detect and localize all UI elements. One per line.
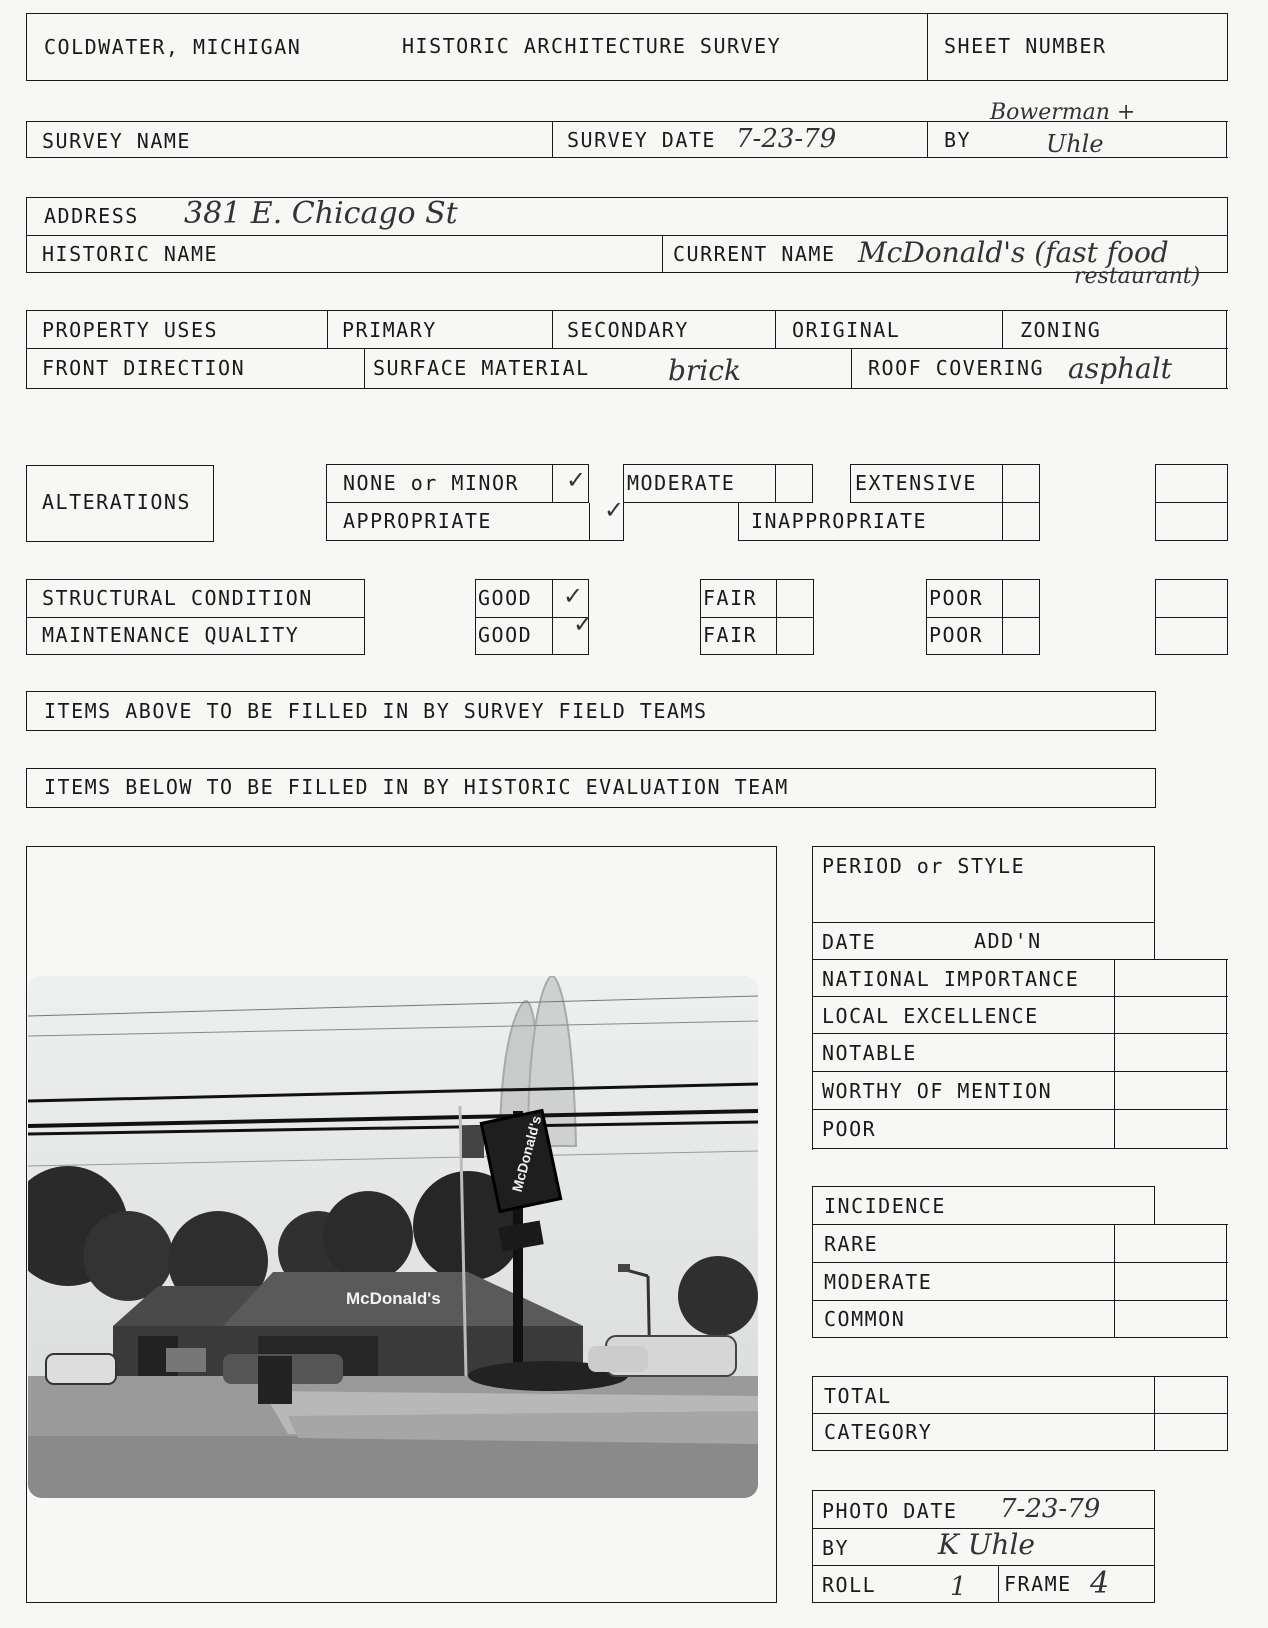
historic-name-label: HISTORIC NAME <box>42 242 219 266</box>
address-value: 381 E. Chicago St <box>184 196 458 231</box>
none-minor-label: NONE or MINOR <box>343 471 520 495</box>
moderate-incidence-label: MODERATE <box>824 1270 933 1294</box>
structural-poor: POOR <box>929 586 984 610</box>
maintenance-poor: POOR <box>929 623 984 647</box>
structural-good-check: ✓ <box>563 582 584 610</box>
date-label: DATE <box>822 930 877 954</box>
notable-label: NOTABLE <box>822 1041 917 1065</box>
survey-by-value-1: Bowerman + <box>990 100 1136 125</box>
none-minor-check: ✓ <box>566 466 587 494</box>
inappropriate-label: INAPPROPRIATE <box>751 509 928 533</box>
roof-covering-value: asphalt <box>1068 352 1172 385</box>
extensive-label: EXTENSIVE <box>855 471 977 495</box>
maintenance-good-check: ✓ <box>573 610 594 638</box>
survey-date-value: 7-23-79 <box>736 124 837 154</box>
maintenance-good: GOOD <box>478 623 533 647</box>
appropriate-label: APPROPRIATE <box>343 509 492 533</box>
survey-title: HISTORIC ARCHITECTURE SURVEY <box>402 34 782 58</box>
survey-name-label: SURVEY NAME <box>42 129 191 153</box>
items-above-note: ITEMS ABOVE TO BE FILLED IN BY SURVEY FIELD TEAMS <box>44 699 708 723</box>
city-label: COLDWATER, MICHIGAN <box>44 35 302 59</box>
period-style-label: PERIOD or STYLE <box>822 854 1026 878</box>
items-below-note: ITEMS BELOW TO BE FILLED IN BY HISTORIC EVALUATION TEAM <box>44 775 789 799</box>
structural-condition-label: STRUCTURAL CONDITION <box>42 586 313 610</box>
primary-label: PRIMARY <box>342 318 437 342</box>
front-direction-label: FRONT DIRECTION <box>42 356 246 380</box>
maintenance-quality-label: MAINTENANCE QUALITY <box>42 623 300 647</box>
current-name-value: McDonald's (fast food <box>858 236 1169 269</box>
photo-date-value: 7-23-79 <box>1000 1494 1101 1524</box>
appropriate-check: ✓ <box>604 496 625 524</box>
moderate-label: MODERATE <box>627 471 736 495</box>
roof-sign-text: McDonald's <box>346 1289 441 1308</box>
survey-by-value-2: Uhle <box>1046 130 1104 158</box>
rare-label: RARE <box>824 1232 879 1256</box>
photo-by-label: BY <box>822 1536 850 1560</box>
structural-fair: FAIR <box>703 586 758 610</box>
roll-label: ROLL <box>822 1573 877 1597</box>
alterations-label: ALTERATIONS <box>42 490 191 514</box>
sheet-number-label: SHEET NUMBER <box>944 34 1107 58</box>
structural-good: GOOD <box>478 586 533 610</box>
local-excellence-label: LOCAL EXCELLENCE <box>822 1004 1039 1028</box>
addn-label: ADD'N <box>974 929 1042 953</box>
incidence-label: INCIDENCE <box>824 1194 946 1218</box>
building-photograph <box>28 976 758 1498</box>
surface-material-label: SURFACE MATERIAL <box>373 356 590 380</box>
property-uses-label: PROPERTY USES <box>42 318 219 342</box>
pylon-sign-text: McDonald's <box>508 1114 545 1194</box>
zoning-label: ZONING <box>1020 318 1102 342</box>
national-importance-label: NATIONAL IMPORTANCE <box>822 967 1080 991</box>
maintenance-fair: FAIR <box>703 623 758 647</box>
frame-label: FRAME <box>1004 1572 1072 1596</box>
secondary-label: SECONDARY <box>567 318 689 342</box>
current-name-label: CURRENT NAME <box>673 242 836 266</box>
address-label: ADDRESS <box>44 204 139 228</box>
roof-covering-label: ROOF COVERING <box>868 356 1045 380</box>
original-label: ORIGINAL <box>792 318 901 342</box>
total-label: TOTAL <box>824 1384 892 1408</box>
poor-rating-label: POOR <box>822 1117 877 1141</box>
frame-value: 4 <box>1090 1566 1110 1601</box>
photo-by-value: K Uhle <box>938 1528 1035 1561</box>
survey-by-label: BY <box>944 128 972 152</box>
photo-date-label: PHOTO DATE <box>822 1499 958 1523</box>
current-name-value-2: restaurant) <box>1074 264 1201 289</box>
survey-date-label: SURVEY DATE <box>567 128 716 152</box>
surface-material-value: brick <box>668 354 741 387</box>
worthy-of-mention-label: WORTHY OF MENTION <box>822 1079 1053 1103</box>
roll-value: 1 <box>950 1572 967 1602</box>
category-label: CATEGORY <box>824 1420 933 1444</box>
common-label: COMMON <box>824 1307 906 1331</box>
